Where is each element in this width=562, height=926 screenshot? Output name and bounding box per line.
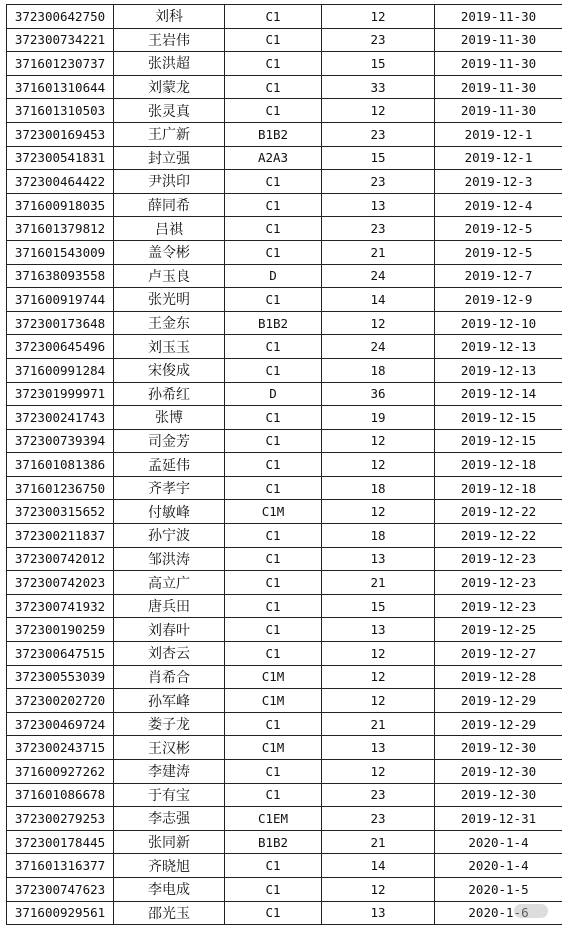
cell-number: 33	[322, 75, 435, 99]
cell-date: 2019-11-30	[435, 5, 562, 29]
table-row	[7, 264, 562, 288]
cell-number: 18	[322, 476, 435, 500]
cell-name: 张博	[114, 406, 225, 430]
cell-number: 24	[322, 335, 435, 359]
cell-license-class: D	[225, 382, 322, 406]
cell-number: 12	[322, 760, 435, 784]
cell-license-class: C1	[225, 854, 322, 878]
cell-number: 15	[322, 52, 435, 76]
cell-date: 2019-12-23	[435, 594, 562, 618]
cell-date: 2019-12-18	[435, 453, 562, 477]
cell-name: 刘科	[114, 5, 225, 29]
cell-name: 高立广	[114, 571, 225, 595]
cell-id: 372300747623	[7, 877, 114, 901]
cell-date: 2020-1-5	[435, 877, 562, 901]
cell-number: 23	[322, 217, 435, 241]
cell-date: 2019-12-5	[435, 240, 562, 264]
cell-id: 372300202720	[7, 689, 114, 713]
cell-date: 2019-12-27	[435, 642, 562, 666]
cell-id: 372300647515	[7, 642, 114, 666]
table-row	[7, 877, 562, 901]
cell-date: 2019-12-23	[435, 571, 562, 595]
cell-date: 2019-12-13	[435, 358, 562, 382]
cell-date: 2019-12-30	[435, 760, 562, 784]
cell-name: 邵光玉	[114, 901, 225, 925]
cell-number: 12	[322, 429, 435, 453]
cell-date: 2019-12-31	[435, 807, 562, 831]
cell-date: 2019-12-1	[435, 146, 562, 170]
cell-name: 刘玉玉	[114, 335, 225, 359]
cell-license-class: D	[225, 264, 322, 288]
cell-id: 372300553039	[7, 665, 114, 689]
cell-number: 12	[322, 642, 435, 666]
cell-number: 12	[322, 5, 435, 29]
cell-license-class: C1	[225, 783, 322, 807]
cell-license-class: C1	[225, 99, 322, 123]
cell-id: 372300739394	[7, 429, 114, 453]
table-row	[7, 170, 562, 194]
cell-number: 23	[322, 28, 435, 52]
cell-date: 2019-12-1	[435, 122, 562, 146]
cell-id: 371600927262	[7, 760, 114, 784]
table-row	[7, 594, 562, 618]
cell-number: 24	[322, 264, 435, 288]
cell-date: 2019-12-29	[435, 712, 562, 736]
cell-number: 23	[322, 122, 435, 146]
table-row	[7, 453, 562, 477]
cell-number: 12	[322, 500, 435, 524]
table-row	[7, 382, 562, 406]
cell-name: 李建涛	[114, 760, 225, 784]
cell-number: 18	[322, 358, 435, 382]
cell-date: 2019-12-15	[435, 429, 562, 453]
table-row	[7, 547, 562, 571]
cell-name: 卢玉良	[114, 264, 225, 288]
table-row	[7, 5, 562, 29]
cell-id: 371600919744	[7, 288, 114, 312]
cell-number: 12	[322, 311, 435, 335]
cell-date: 2020-1-6	[435, 901, 562, 925]
cell-number: 21	[322, 712, 435, 736]
cell-name: 张洪超	[114, 52, 225, 76]
cell-id: 372300541831	[7, 146, 114, 170]
cell-id: 372300279253	[7, 807, 114, 831]
cell-name: 封立强	[114, 146, 225, 170]
cell-id: 372300464422	[7, 170, 114, 194]
cell-name: 齐孝宇	[114, 476, 225, 500]
cell-name: 张光明	[114, 288, 225, 312]
cell-license-class: B1B2	[225, 311, 322, 335]
cell-date: 2019-12-3	[435, 170, 562, 194]
cell-license-class: B1B2	[225, 830, 322, 854]
cell-name: 司金芳	[114, 429, 225, 453]
table-row	[7, 689, 562, 713]
cell-date: 2019-11-30	[435, 28, 562, 52]
cell-date: 2019-12-23	[435, 547, 562, 571]
cell-license-class: C1	[225, 429, 322, 453]
cell-name: 薛同希	[114, 193, 225, 217]
cell-date: 2019-12-18	[435, 476, 562, 500]
cell-license-class: C1M	[225, 500, 322, 524]
cell-license-class: C1	[225, 453, 322, 477]
cell-license-class: C1	[225, 193, 322, 217]
table-row	[7, 807, 562, 831]
cell-license-class: C1	[225, 547, 322, 571]
cell-license-class: C1	[225, 358, 322, 382]
cell-license-class: C1	[225, 288, 322, 312]
table-row	[7, 760, 562, 784]
cell-number: 14	[322, 288, 435, 312]
cell-id: 371601543009	[7, 240, 114, 264]
cell-date: 2019-12-28	[435, 665, 562, 689]
cell-name: 王岩伟	[114, 28, 225, 52]
records-table-body	[7, 5, 562, 925]
cell-id: 372300742012	[7, 547, 114, 571]
cell-license-class: C1	[225, 618, 322, 642]
cell-license-class: C1	[225, 642, 322, 666]
cell-name: 刘杏云	[114, 642, 225, 666]
cell-id: 372300469724	[7, 712, 114, 736]
table-row	[7, 618, 562, 642]
cell-number: 23	[322, 807, 435, 831]
cell-number: 23	[322, 170, 435, 194]
cell-name: 王金东	[114, 311, 225, 335]
cell-id: 371638093558	[7, 264, 114, 288]
cell-id: 371600929561	[7, 901, 114, 925]
cell-name: 张同新	[114, 830, 225, 854]
cell-number: 15	[322, 594, 435, 618]
cell-id: 371601310503	[7, 99, 114, 123]
cell-id: 371601316377	[7, 854, 114, 878]
cell-number: 13	[322, 547, 435, 571]
cell-number: 12	[322, 453, 435, 477]
cell-name: 肖希合	[114, 665, 225, 689]
cell-name: 娄子龙	[114, 712, 225, 736]
cell-id: 372300642750	[7, 5, 114, 29]
cell-number: 21	[322, 571, 435, 595]
cell-date: 2019-12-30	[435, 783, 562, 807]
cell-id: 371600991284	[7, 358, 114, 382]
cell-number: 14	[322, 854, 435, 878]
table-row	[7, 358, 562, 382]
cell-name: 王广新	[114, 122, 225, 146]
cell-id: 371601310644	[7, 75, 114, 99]
cell-license-class: C1	[225, 476, 322, 500]
cell-id: 372300241743	[7, 406, 114, 430]
cell-id: 372300178445	[7, 830, 114, 854]
cell-license-class: C1	[225, 571, 322, 595]
cell-id: 372300734221	[7, 28, 114, 52]
cell-license-class: C1	[225, 877, 322, 901]
cell-number: 36	[322, 382, 435, 406]
cell-number: 12	[322, 665, 435, 689]
cell-id: 372300169453	[7, 122, 114, 146]
table-row	[7, 406, 562, 430]
cell-number: 18	[322, 524, 435, 548]
cell-license-class: C1	[225, 760, 322, 784]
cell-number: 12	[322, 877, 435, 901]
cell-license-class: C1	[225, 524, 322, 548]
cell-number: 23	[322, 783, 435, 807]
cell-name: 孙希红	[114, 382, 225, 406]
table-row	[7, 571, 562, 595]
table-row	[7, 240, 562, 264]
cell-id: 371601236750	[7, 476, 114, 500]
cell-license-class: C1M	[225, 736, 322, 760]
cell-license-class: C1	[225, 170, 322, 194]
cell-license-class: C1	[225, 28, 322, 52]
cell-number: 13	[322, 618, 435, 642]
cell-license-class: C1	[225, 52, 322, 76]
cell-name: 李电成	[114, 877, 225, 901]
cell-date: 2019-12-13	[435, 335, 562, 359]
cell-date: 2019-12-29	[435, 689, 562, 713]
cell-name: 孙宁波	[114, 524, 225, 548]
cell-date: 2019-12-4	[435, 193, 562, 217]
cell-license-class: C1	[225, 406, 322, 430]
table-row	[7, 736, 562, 760]
cell-date: 2020-1-4	[435, 854, 562, 878]
cell-date: 2020-1-4	[435, 830, 562, 854]
cell-date: 2019-12-25	[435, 618, 562, 642]
cell-id: 372300211837	[7, 524, 114, 548]
records-table-container	[6, 4, 557, 925]
cell-name: 齐晓旭	[114, 854, 225, 878]
cell-name: 张灵真	[114, 99, 225, 123]
table-row	[7, 476, 562, 500]
cell-license-class: C1	[225, 594, 322, 618]
cell-id: 372300645496	[7, 335, 114, 359]
cell-name: 尹洪印	[114, 170, 225, 194]
cell-date: 2019-12-9	[435, 288, 562, 312]
cell-name: 邹洪涛	[114, 547, 225, 571]
cell-name: 付敏峰	[114, 500, 225, 524]
table-row	[7, 122, 562, 146]
cell-license-class: C1	[225, 75, 322, 99]
cell-id: 372300173648	[7, 311, 114, 335]
cell-license-class: A2A3	[225, 146, 322, 170]
table-row	[7, 830, 562, 854]
cell-id: 372300741932	[7, 594, 114, 618]
cell-date: 2019-12-22	[435, 500, 562, 524]
cell-number: 21	[322, 240, 435, 264]
cell-name: 刘春叶	[114, 618, 225, 642]
table-row	[7, 146, 562, 170]
table-row	[7, 193, 562, 217]
cell-date: 2019-12-15	[435, 406, 562, 430]
cell-name: 孟延伟	[114, 453, 225, 477]
cell-number: 21	[322, 830, 435, 854]
cell-date: 2019-12-30	[435, 736, 562, 760]
table-row	[7, 288, 562, 312]
cell-license-class: C1	[225, 712, 322, 736]
table-row	[7, 217, 562, 241]
cell-date: 2019-11-30	[435, 99, 562, 123]
cell-license-class: C1M	[225, 665, 322, 689]
cell-number: 12	[322, 99, 435, 123]
table-row	[7, 335, 562, 359]
cell-id: 372300315652	[7, 500, 114, 524]
table-row	[7, 854, 562, 878]
cell-license-class: C1M	[225, 689, 322, 713]
table-row	[7, 665, 562, 689]
table-row	[7, 429, 562, 453]
cell-id: 372300243715	[7, 736, 114, 760]
table-row	[7, 99, 562, 123]
cell-license-class: B1B2	[225, 122, 322, 146]
cell-name: 吕祺	[114, 217, 225, 241]
table-row	[7, 52, 562, 76]
cell-name: 于有宝	[114, 783, 225, 807]
cell-number: 19	[322, 406, 435, 430]
cell-date: 2019-12-7	[435, 264, 562, 288]
cell-number: 13	[322, 901, 435, 925]
table-row	[7, 311, 562, 335]
cell-name: 宋俊成	[114, 358, 225, 382]
cell-number: 13	[322, 193, 435, 217]
cell-number: 12	[322, 689, 435, 713]
cell-date: 2019-12-10	[435, 311, 562, 335]
table-row	[7, 75, 562, 99]
cell-date: 2019-11-30	[435, 75, 562, 99]
cell-date: 2019-12-22	[435, 524, 562, 548]
cell-name: 唐兵田	[114, 594, 225, 618]
cell-id: 372301999971	[7, 382, 114, 406]
cell-id: 371601081386	[7, 453, 114, 477]
cell-id: 371601230737	[7, 52, 114, 76]
cell-license-class: C1	[225, 217, 322, 241]
table-row	[7, 712, 562, 736]
cell-date: 2019-12-5	[435, 217, 562, 241]
table-row	[7, 783, 562, 807]
cell-name: 李志强	[114, 807, 225, 831]
cell-license-class: C1	[225, 335, 322, 359]
cell-date: 2019-12-14	[435, 382, 562, 406]
records-table	[6, 4, 562, 925]
cell-name: 孙军峰	[114, 689, 225, 713]
table-row	[7, 524, 562, 548]
cell-license-class: C1	[225, 901, 322, 925]
table-row	[7, 642, 562, 666]
cell-date: 2019-11-30	[435, 52, 562, 76]
watermark-badge	[514, 904, 548, 918]
cell-id: 372300742023	[7, 571, 114, 595]
cell-license-class: C1	[225, 5, 322, 29]
cell-license-class: C1EM	[225, 807, 322, 831]
cell-id: 371600918035	[7, 193, 114, 217]
cell-name: 刘蒙龙	[114, 75, 225, 99]
cell-name: 盖令彬	[114, 240, 225, 264]
cell-id: 371601379812	[7, 217, 114, 241]
cell-license-class: C1	[225, 240, 322, 264]
cell-number: 13	[322, 736, 435, 760]
cell-id: 371601086678	[7, 783, 114, 807]
table-row	[7, 901, 562, 925]
table-row	[7, 28, 562, 52]
cell-id: 372300190259	[7, 618, 114, 642]
cell-name: 王汉彬	[114, 736, 225, 760]
cell-number: 15	[322, 146, 435, 170]
table-row	[7, 500, 562, 524]
